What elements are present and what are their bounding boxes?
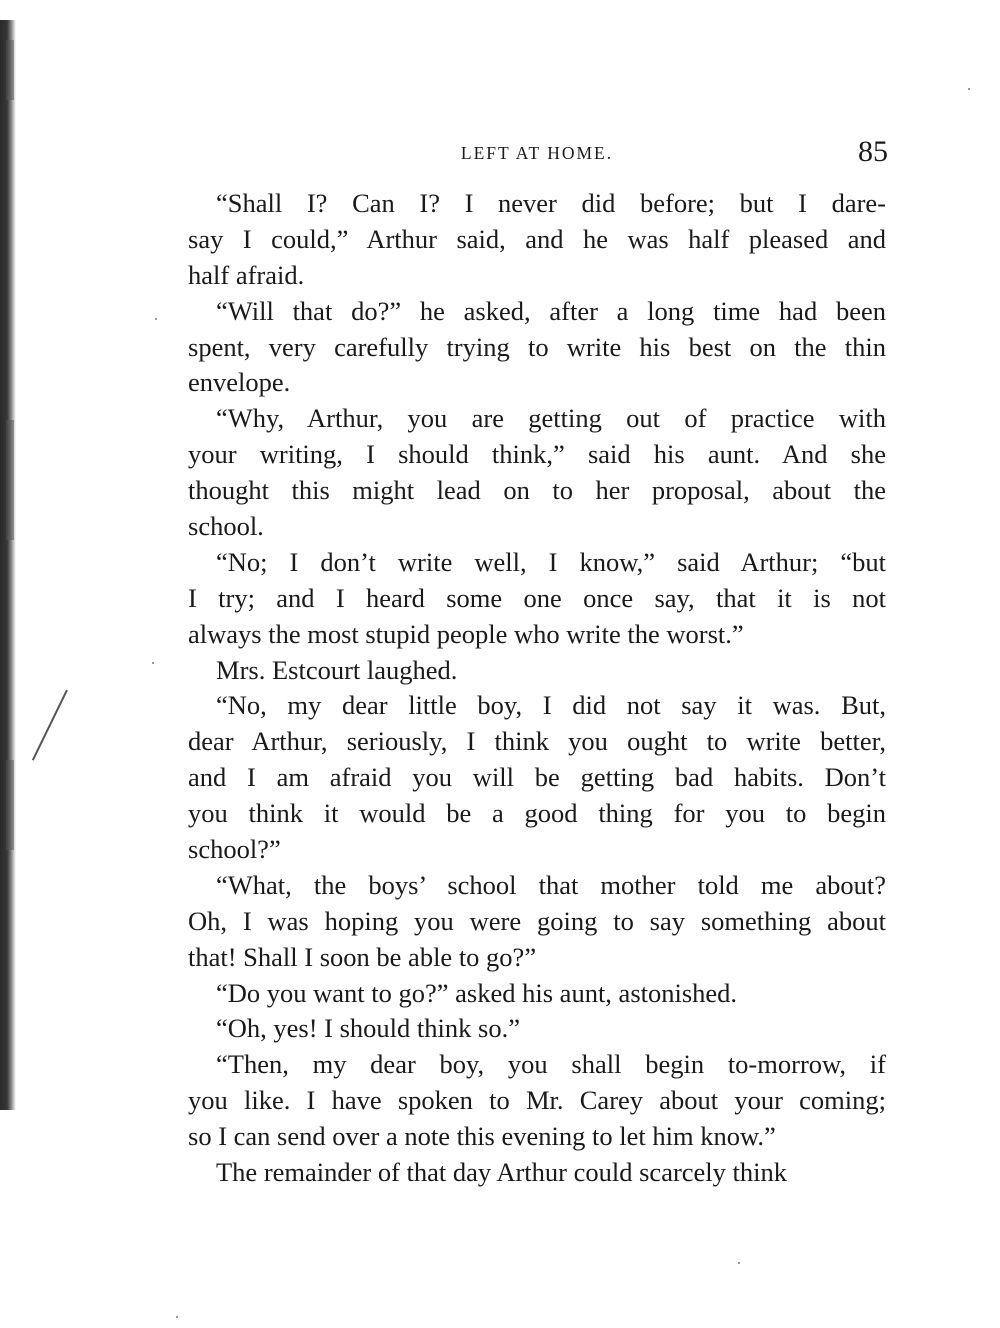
speck [738, 1262, 740, 1264]
body-text [188, 186, 886, 1191]
text-line: always the most stupid people who write the worst.” [188, 618, 744, 649]
speck [968, 88, 970, 90]
binding-streak [6, 420, 14, 540]
text-line: “Oh, yes! I should think so.” [216, 1013, 520, 1044]
text-line: The remainder of that day Arthur could scarcely think [216, 1157, 788, 1188]
text-line: so I can send over a note this evening to let him know.” [188, 1121, 776, 1152]
text-line: Oh, I was hoping you were going to say something about [188, 905, 886, 936]
text-line: you think it would be a good thing for you to begin [188, 798, 886, 829]
text-line: dear Arthur, seriously, I think you ought to write better, [188, 726, 886, 757]
text-line: “Why, Arthur, you are getting out of practice with [216, 403, 886, 434]
text-line: “Shall I? Can I? I never did before; but I dare- [216, 188, 886, 218]
text-line: Mrs. Estcourt laughed. [216, 654, 458, 685]
text-line: “What, the boys’ school that mother told me about? [216, 869, 886, 900]
text-line: I try; and I heard some one once say, that it is not [188, 582, 886, 613]
text-line: your writing, I should think,” said his aunt. And she [188, 439, 886, 470]
text-line: thought this might lead on to her proposal, about the [188, 475, 886, 506]
running-head [190, 135, 888, 171]
text-line: you like. I have spoken to Mr. Carey about your coming; [188, 1085, 886, 1116]
binding-streak [6, 760, 14, 850]
binding-edge [0, 20, 16, 1110]
pencil-mark [32, 690, 68, 761]
binding-streak [6, 40, 14, 100]
text-line: say I could,” Arthur said, and he was half pleased and [188, 223, 886, 254]
speck [176, 1316, 178, 1318]
text-line: half afraid. [188, 259, 305, 290]
text-line: spent, very carefully trying to write his best on the thin [188, 331, 886, 362]
text-line: “No, my dear little boy, I did not say it was. But, [216, 690, 886, 721]
running-title: LEFT AT HOME. [460, 143, 614, 163]
text-line: envelope. [188, 367, 291, 398]
text-line: “Do you want to go?” asked his aunt, astonished. [216, 977, 738, 1008]
text-line: “Will that do?” he asked, after a long time had been [216, 295, 886, 326]
text-line: that! Shall I soon be able to go?” [188, 941, 537, 972]
page-number: 85 [858, 135, 888, 168]
text-line: “No; I don’t write well, I know,” said Arthur; “but [216, 546, 886, 577]
speck [152, 662, 154, 664]
text-line: “Then, my dear boy, you shall begin to-morrow, if [216, 1049, 886, 1080]
text-line: school?” [188, 834, 281, 865]
text-line: school. [188, 511, 264, 542]
speck [155, 318, 157, 320]
text-line: and I am afraid you will be getting bad habits. Don’t [188, 762, 886, 793]
